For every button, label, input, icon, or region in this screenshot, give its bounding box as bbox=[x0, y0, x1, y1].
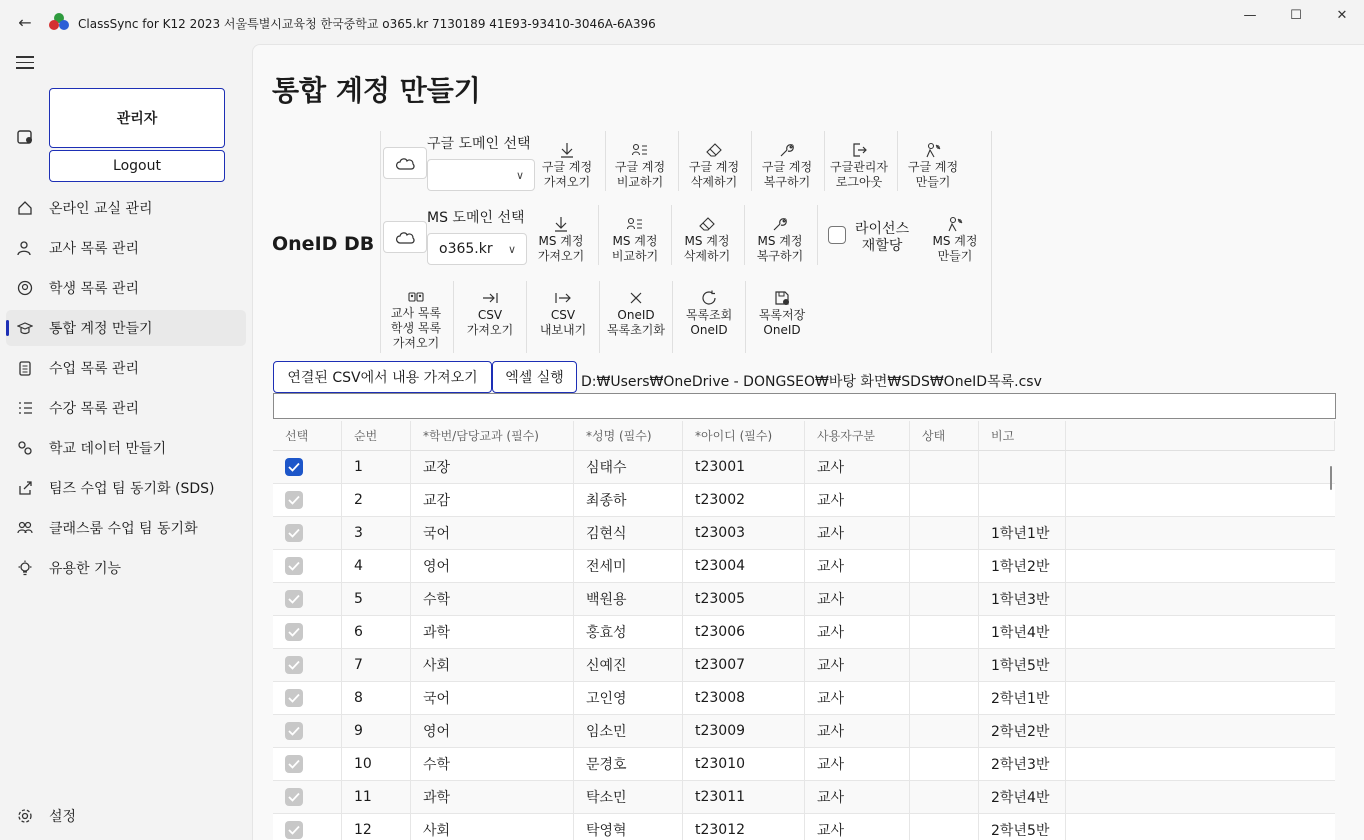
maximize-icon[interactable]: ☐ bbox=[1290, 8, 1302, 23]
cell-name: 홍효성 bbox=[574, 616, 683, 648]
ms-cloud-connect-button[interactable] bbox=[383, 221, 427, 253]
cell-filler bbox=[1066, 517, 1335, 549]
page-title: 통합 계정 만들기 bbox=[272, 74, 481, 107]
cell-status bbox=[910, 814, 979, 840]
checkmark-icon bbox=[288, 495, 300, 505]
cell-note: 1학년1반 bbox=[979, 517, 1066, 549]
role-display[interactable]: 관리자 bbox=[49, 88, 225, 148]
teacher-icon bbox=[16, 239, 34, 257]
oneid-save-button[interactable]: 목록저장 OneID bbox=[746, 289, 818, 349]
close-icon[interactable]: ✕ bbox=[1336, 8, 1348, 23]
vertical-scrollbar[interactable] bbox=[1330, 466, 1332, 490]
row-select-checkbox[interactable] bbox=[285, 821, 303, 839]
cell-filler bbox=[1066, 583, 1335, 615]
google-domain-select[interactable] bbox=[427, 159, 535, 191]
nav-enrollment-list[interactable]: 수강 목록 관리 bbox=[6, 390, 246, 426]
row-select-checkbox[interactable] bbox=[285, 524, 303, 542]
nav-online-class[interactable]: 온라인 교실 관리 bbox=[6, 190, 246, 226]
compare-list-icon bbox=[626, 215, 644, 233]
cell-filler bbox=[1066, 682, 1335, 714]
row-select-checkbox[interactable] bbox=[285, 656, 303, 674]
google-cloud-connect-button[interactable] bbox=[383, 147, 427, 179]
cell-subject: 수학 bbox=[411, 583, 574, 615]
checkmark-icon bbox=[288, 594, 300, 604]
nav-classroom-sync[interactable]: 클래스룸 수업 팀 동기화 bbox=[6, 510, 246, 546]
select-cell bbox=[273, 583, 342, 615]
checkmark-icon bbox=[288, 759, 300, 769]
wrench-icon bbox=[778, 141, 796, 159]
select-cell bbox=[273, 748, 342, 780]
cell-type: 교사 bbox=[805, 550, 910, 582]
row-select-checkbox[interactable] bbox=[285, 689, 303, 707]
cell-no: 4 bbox=[342, 550, 411, 582]
cell-filler bbox=[1066, 451, 1335, 483]
oneid-db-label: OneID DB bbox=[272, 233, 375, 255]
google-compare-button[interactable]: 구글 계정 비교하기 bbox=[604, 141, 676, 201]
column-header[interactable]: 비고 bbox=[979, 421, 1066, 451]
select-cell bbox=[273, 781, 342, 813]
cell-filler bbox=[1066, 781, 1335, 813]
cell-status bbox=[910, 583, 979, 615]
google-delete-button[interactable]: 구글 계정 삭제하기 bbox=[678, 141, 750, 201]
cell-note: 2학년4반 bbox=[979, 781, 1066, 813]
cell-name: 임소민 bbox=[574, 715, 683, 747]
back-arrow-icon[interactable]: ← bbox=[18, 13, 32, 32]
select-cell bbox=[273, 715, 342, 747]
column-header bbox=[1066, 421, 1335, 451]
select-cell bbox=[273, 814, 342, 840]
eraser-icon bbox=[705, 141, 723, 159]
cell-note: 1학년5반 bbox=[979, 649, 1066, 681]
cell-no: 2 bbox=[342, 484, 411, 516]
cloud-icon bbox=[394, 155, 416, 171]
table-row[interactable] bbox=[273, 616, 1335, 649]
download-icon bbox=[552, 215, 570, 233]
ms-domain-label: MS 도메인 선택 bbox=[427, 210, 525, 226]
table-row[interactable] bbox=[273, 583, 1335, 616]
download-icon bbox=[558, 141, 576, 159]
cell-filler bbox=[1066, 484, 1335, 516]
refresh-icon bbox=[700, 289, 718, 307]
column-header[interactable]: 순번 bbox=[342, 421, 411, 451]
cell-id: t23012 bbox=[683, 814, 805, 840]
row-select-checkbox[interactable] bbox=[285, 557, 303, 575]
cell-subject: 수학 bbox=[411, 748, 574, 780]
checkmark-icon bbox=[288, 792, 300, 802]
cell-subject: 국어 bbox=[411, 682, 574, 714]
cell-name: 심태수 bbox=[574, 451, 683, 483]
cell-id: t23010 bbox=[683, 748, 805, 780]
checkmark-icon bbox=[288, 660, 300, 670]
checkmark-icon bbox=[288, 726, 300, 736]
row-select-checkbox[interactable] bbox=[285, 458, 303, 476]
cell-status bbox=[910, 451, 979, 483]
nav-teacher-list[interactable]: 교사 목록 관리 bbox=[6, 230, 246, 266]
cell-id: t23003 bbox=[683, 517, 805, 549]
nav-useful-features[interactable]: 유용한 기능 bbox=[6, 550, 246, 586]
cell-name: 최종하 bbox=[574, 484, 683, 516]
cell-name: 고인영 bbox=[574, 682, 683, 714]
gear-icon bbox=[16, 807, 34, 825]
teacher-student-import-button[interactable]: 교사 목록 학생 목록 가져오기 bbox=[380, 289, 452, 349]
checkmark-icon bbox=[288, 627, 300, 637]
checkmark-icon bbox=[288, 693, 300, 703]
cell-name: 신예진 bbox=[574, 649, 683, 681]
cell-status bbox=[910, 748, 979, 780]
column-header[interactable]: *아이디 (필수) bbox=[683, 421, 805, 451]
title-bar bbox=[0, 0, 1364, 44]
filter-input[interactable] bbox=[273, 393, 1336, 419]
student-icon bbox=[16, 279, 34, 297]
cell-status bbox=[910, 649, 979, 681]
cell-type: 교사 bbox=[805, 781, 910, 813]
cell-note: 1학년2반 bbox=[979, 550, 1066, 582]
cell-note: 2학년1반 bbox=[979, 682, 1066, 714]
nav-unified-account[interactable]: 통합 계정 만들기 bbox=[6, 310, 246, 346]
home-icon bbox=[16, 199, 34, 217]
cell-id: t23004 bbox=[683, 550, 805, 582]
csv-export-button[interactable]: CSV 내보내기 bbox=[527, 289, 599, 349]
cell-name: 탁소민 bbox=[574, 781, 683, 813]
ms-create-button[interactable]: MS 계정 만들기 bbox=[919, 215, 991, 275]
cell-type: 교사 bbox=[805, 616, 910, 648]
data-grid bbox=[273, 421, 1335, 840]
select-cell bbox=[273, 451, 342, 483]
cell-no: 9 bbox=[342, 715, 411, 747]
cell-status bbox=[910, 781, 979, 813]
cell-no: 7 bbox=[342, 649, 411, 681]
clipboard-list-icon bbox=[16, 359, 34, 377]
table-row[interactable] bbox=[273, 517, 1335, 550]
nav-teams-sds[interactable]: 팀즈 수업 팀 동기화 (SDS) bbox=[6, 470, 246, 506]
arrow-to-right-icon bbox=[481, 289, 499, 307]
save-disk-icon bbox=[773, 289, 791, 307]
lightbulb-icon bbox=[16, 559, 34, 577]
table-row[interactable] bbox=[273, 814, 1335, 840]
select-cell bbox=[273, 682, 342, 714]
select-cell bbox=[273, 550, 342, 582]
table-row[interactable] bbox=[273, 484, 1335, 517]
logout-icon bbox=[850, 141, 868, 159]
cell-note bbox=[979, 451, 1066, 483]
cloud-icon bbox=[394, 229, 416, 245]
cell-subject: 국어 bbox=[411, 517, 574, 549]
google-restore-button[interactable]: 구글 계정 복구하기 bbox=[751, 141, 823, 201]
linked-csv-import-button[interactable]: 연결된 CSV에서 내용 가져오기 bbox=[273, 361, 492, 393]
cell-subject: 사회 bbox=[411, 649, 574, 681]
license-reassign-checkbox[interactable] bbox=[828, 226, 846, 244]
cell-status bbox=[910, 715, 979, 747]
sidebar bbox=[0, 44, 252, 840]
cell-type: 교사 bbox=[805, 484, 910, 516]
row-select-checkbox[interactable] bbox=[285, 788, 303, 806]
cell-subject: 영어 bbox=[411, 550, 574, 582]
google-domain-label: 구글 도메인 선택 bbox=[427, 136, 531, 152]
cell-id: t23001 bbox=[683, 451, 805, 483]
account-card-icon bbox=[16, 128, 34, 146]
license-reassign-label: 라이선스 재할당 bbox=[855, 221, 910, 254]
magic-person-icon bbox=[946, 215, 964, 233]
chevron-down-icon: ∨ bbox=[507, 243, 516, 256]
table-row[interactable] bbox=[273, 715, 1335, 748]
checkmark-icon bbox=[288, 462, 300, 472]
cell-no: 5 bbox=[342, 583, 411, 615]
cell-type: 교사 bbox=[805, 814, 910, 840]
chevron-down-icon: ∨ bbox=[515, 169, 524, 182]
cell-status bbox=[910, 550, 979, 582]
people-icon bbox=[16, 519, 34, 537]
grid-body bbox=[273, 451, 1335, 840]
column-header[interactable]: *학번/담당교과 (필수) bbox=[411, 421, 574, 451]
ms-import-button[interactable]: MS 계정 가져오기 bbox=[525, 215, 597, 275]
column-header[interactable]: *성명 (필수) bbox=[574, 421, 683, 451]
cell-id: t23005 bbox=[683, 583, 805, 615]
cell-name: 백원용 bbox=[574, 583, 683, 615]
nav-settings[interactable]: 설정 bbox=[6, 798, 246, 834]
hamburger-menu-icon[interactable] bbox=[16, 56, 34, 70]
row-select-checkbox[interactable] bbox=[285, 623, 303, 641]
table-row[interactable] bbox=[273, 781, 1335, 814]
cell-id: t23008 bbox=[683, 682, 805, 714]
select-cell bbox=[273, 616, 342, 648]
google-admin-logout-button[interactable]: 구글관리자 로그아웃 bbox=[823, 141, 895, 201]
checkmark-icon bbox=[288, 528, 300, 538]
cell-name: 김현식 bbox=[574, 517, 683, 549]
app-logo-icon bbox=[48, 12, 70, 32]
table-row[interactable] bbox=[273, 748, 1335, 781]
cell-type: 교사 bbox=[805, 649, 910, 681]
row-select-checkbox[interactable] bbox=[285, 755, 303, 773]
cell-type: 교사 bbox=[805, 715, 910, 747]
csv-import-button[interactable]: CSV 가져오기 bbox=[454, 289, 526, 349]
cell-name: 문경호 bbox=[574, 748, 683, 780]
csv-path-text: D:₩Users₩OneDrive - DONGSEO₩바탕 화면₩SDS₩OneID목록.csv bbox=[581, 374, 1042, 390]
checkmark-icon bbox=[288, 825, 300, 835]
google-create-button[interactable]: 구글 계정 만들기 bbox=[897, 141, 969, 201]
cell-status bbox=[910, 517, 979, 549]
gears-icon bbox=[16, 439, 34, 457]
cell-id: t23011 bbox=[683, 781, 805, 813]
wrench-icon bbox=[771, 215, 789, 233]
row-select-checkbox[interactable] bbox=[285, 722, 303, 740]
window-title: ClassSync for K12 2023 서울특별시교육청 한국중학교 o365.kr 7130189 41E93-93410-3046A-6A396 bbox=[78, 17, 656, 31]
column-header[interactable]: 사용자구분 bbox=[805, 421, 910, 451]
cell-filler bbox=[1066, 715, 1335, 747]
row-select-checkbox[interactable] bbox=[285, 590, 303, 608]
table-row[interactable] bbox=[273, 682, 1335, 715]
column-header[interactable]: 상태 bbox=[910, 421, 979, 451]
cell-no: 1 bbox=[342, 451, 411, 483]
cell-filler bbox=[1066, 550, 1335, 582]
cell-type: 교사 bbox=[805, 682, 910, 714]
cell-type: 교사 bbox=[805, 583, 910, 615]
select-cell bbox=[273, 484, 342, 516]
row-select-checkbox[interactable] bbox=[285, 491, 303, 509]
cell-subject: 사회 bbox=[411, 814, 574, 840]
cell-no: 11 bbox=[342, 781, 411, 813]
cell-no: 8 bbox=[342, 682, 411, 714]
cell-note: 2학년3반 bbox=[979, 748, 1066, 780]
people-switch-icon bbox=[407, 289, 425, 305]
cell-name: 탁영혁 bbox=[574, 814, 683, 840]
cell-filler bbox=[1066, 616, 1335, 648]
table-row[interactable] bbox=[273, 550, 1335, 583]
arrow-from-left-icon bbox=[554, 289, 572, 307]
compare-list-icon bbox=[631, 141, 649, 159]
google-import-button[interactable]: 구글 계정 가져오기 bbox=[531, 141, 603, 201]
cell-note: 1학년4반 bbox=[979, 616, 1066, 648]
share-icon bbox=[16, 479, 34, 497]
checkmark-icon bbox=[288, 561, 300, 571]
cell-no: 10 bbox=[342, 748, 411, 780]
cell-subject: 교장 bbox=[411, 451, 574, 483]
close-x-icon bbox=[627, 289, 645, 307]
cell-status bbox=[910, 616, 979, 648]
excel-run-button[interactable]: 엑셀 실행 bbox=[492, 361, 577, 393]
ms-compare-button[interactable]: MS 계정 비교하기 bbox=[599, 215, 671, 275]
cell-note: 1학년3반 bbox=[979, 583, 1066, 615]
graduation-cap-icon bbox=[16, 319, 34, 337]
cell-note: 2학년5반 bbox=[979, 814, 1066, 840]
cell-id: t23002 bbox=[683, 484, 805, 516]
grid-header bbox=[273, 421, 1335, 451]
cell-subject: 과학 bbox=[411, 781, 574, 813]
ms-delete-button[interactable]: MS 계정 삭제하기 bbox=[671, 215, 743, 275]
ms-domain-select[interactable]: o365.kr ∨ bbox=[427, 233, 527, 265]
cell-filler bbox=[1066, 748, 1335, 780]
magic-person-icon bbox=[924, 141, 942, 159]
cell-no: 12 bbox=[342, 814, 411, 840]
cell-subject: 과학 bbox=[411, 616, 574, 648]
cell-note bbox=[979, 484, 1066, 516]
cell-name: 전세미 bbox=[574, 550, 683, 582]
select-cell bbox=[273, 649, 342, 681]
cell-filler bbox=[1066, 649, 1335, 681]
nav-student-list[interactable]: 학생 목록 관리 bbox=[6, 270, 246, 306]
select-cell bbox=[273, 517, 342, 549]
oneid-query-button[interactable]: 목록조회 OneID bbox=[673, 289, 745, 349]
table-row[interactable] bbox=[273, 451, 1335, 484]
minimize-icon[interactable]: — bbox=[1243, 8, 1257, 23]
cell-filler bbox=[1066, 814, 1335, 840]
column-header[interactable]: 선택 bbox=[273, 421, 342, 451]
cell-id: t23009 bbox=[683, 715, 805, 747]
nav-class-list[interactable]: 수업 목록 관리 bbox=[6, 350, 246, 386]
table-row[interactable] bbox=[273, 649, 1335, 682]
cell-subject: 영어 bbox=[411, 715, 574, 747]
nav-school-data[interactable]: 학교 데이터 만들기 bbox=[6, 430, 246, 466]
cell-note: 2학년2반 bbox=[979, 715, 1066, 747]
checklist-icon bbox=[16, 399, 34, 417]
oneid-reset-button[interactable]: OneID 목록초기화 bbox=[600, 289, 672, 349]
logout-button[interactable]: Logout bbox=[49, 150, 225, 182]
cell-type: 교사 bbox=[805, 748, 910, 780]
cell-type: 교사 bbox=[805, 517, 910, 549]
cell-status bbox=[910, 682, 979, 714]
cell-no: 6 bbox=[342, 616, 411, 648]
cell-no: 3 bbox=[342, 517, 411, 549]
eraser-icon bbox=[698, 215, 716, 233]
ms-restore-button[interactable]: MS 계정 복구하기 bbox=[744, 215, 816, 275]
cell-type: 교사 bbox=[805, 451, 910, 483]
cell-subject: 교감 bbox=[411, 484, 574, 516]
cell-status bbox=[910, 484, 979, 516]
cell-id: t23006 bbox=[683, 616, 805, 648]
main-content bbox=[252, 44, 1364, 840]
cell-id: t23007 bbox=[683, 649, 805, 681]
